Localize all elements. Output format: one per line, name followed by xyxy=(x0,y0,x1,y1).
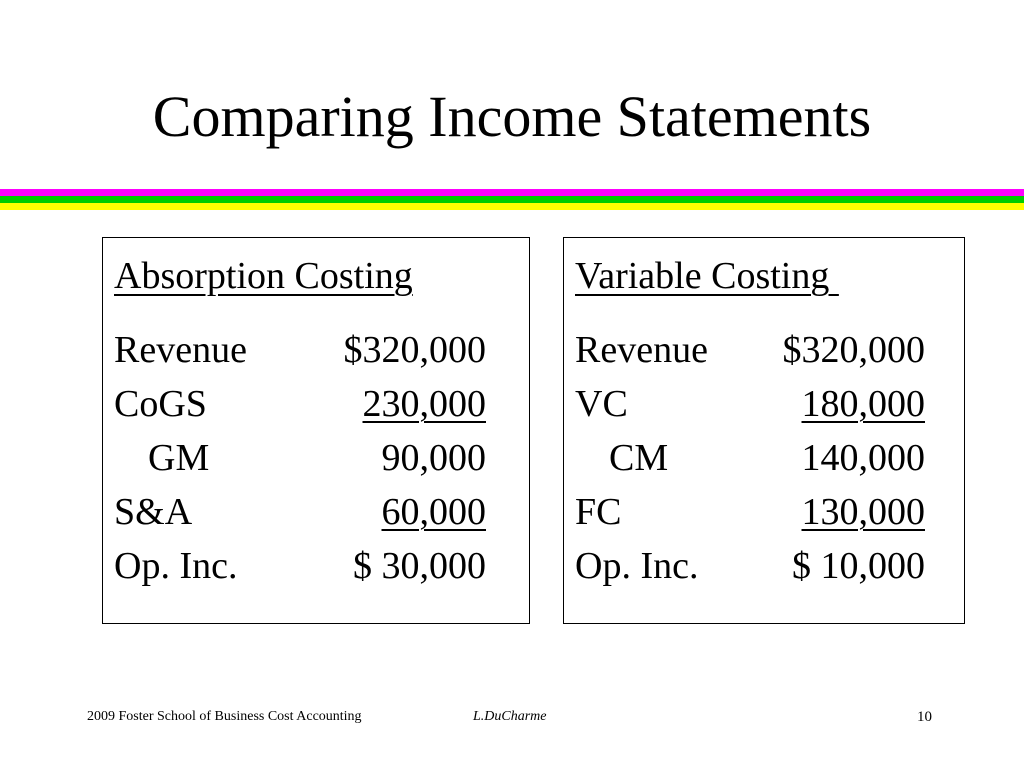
slide-number: 10 xyxy=(917,709,932,725)
statement-row-revenue xyxy=(114,323,486,377)
row-value: $320,000 xyxy=(343,329,486,371)
row-label: VC xyxy=(575,383,628,425)
row-value: 140,000 xyxy=(801,437,925,479)
row-value: $ 30,000 xyxy=(353,545,486,587)
absorption-costing-heading: Absorption Costing xyxy=(114,255,413,297)
row-label: GM xyxy=(148,437,210,479)
row-value: 60,000 xyxy=(381,491,486,533)
row-label: FC xyxy=(575,491,622,533)
stripe-yellow xyxy=(0,203,1024,210)
variable-costing-box xyxy=(563,237,965,624)
statement-row-op-inc xyxy=(114,539,486,593)
row-value: 90,000 xyxy=(381,437,486,479)
statement-row-gm xyxy=(114,431,486,485)
variable-costing-heading: Variable Costing xyxy=(575,255,839,297)
stripe-magenta xyxy=(0,189,1024,196)
statement-row-fc xyxy=(575,485,925,539)
row-value: 130,000 xyxy=(801,491,925,533)
row-label: Revenue xyxy=(575,329,708,371)
statement-row-sa xyxy=(114,485,486,539)
decorative-stripes xyxy=(0,189,1024,210)
row-value: $320,000 xyxy=(782,329,925,371)
row-label: Op. Inc. xyxy=(575,545,699,587)
statement-row-revenue xyxy=(575,323,925,377)
statement-row-cogs xyxy=(114,377,486,431)
row-label: CM xyxy=(609,437,669,479)
stripe-green xyxy=(0,196,1024,203)
variable-statement xyxy=(575,323,925,593)
row-value: 180,000 xyxy=(801,383,925,425)
row-label: Op. Inc. xyxy=(114,545,238,587)
footer-course-info: 2009 Foster School of Business Cost Accounting xyxy=(87,709,362,724)
row-value: 230,000 xyxy=(362,383,486,425)
row-label: Revenue xyxy=(114,329,247,371)
statement-row-op-inc xyxy=(575,539,925,593)
row-label: S&A xyxy=(114,491,193,533)
absorption-costing-box xyxy=(102,237,530,624)
statement-row-cm xyxy=(575,431,925,485)
row-label: CoGS xyxy=(114,383,207,425)
absorption-statement xyxy=(114,323,486,593)
statement-row-vc xyxy=(575,377,925,431)
row-value: $ 10,000 xyxy=(792,545,925,587)
footer-author: L.DuCharme xyxy=(473,709,547,724)
slide-title: Comparing Income Statements xyxy=(152,84,872,149)
